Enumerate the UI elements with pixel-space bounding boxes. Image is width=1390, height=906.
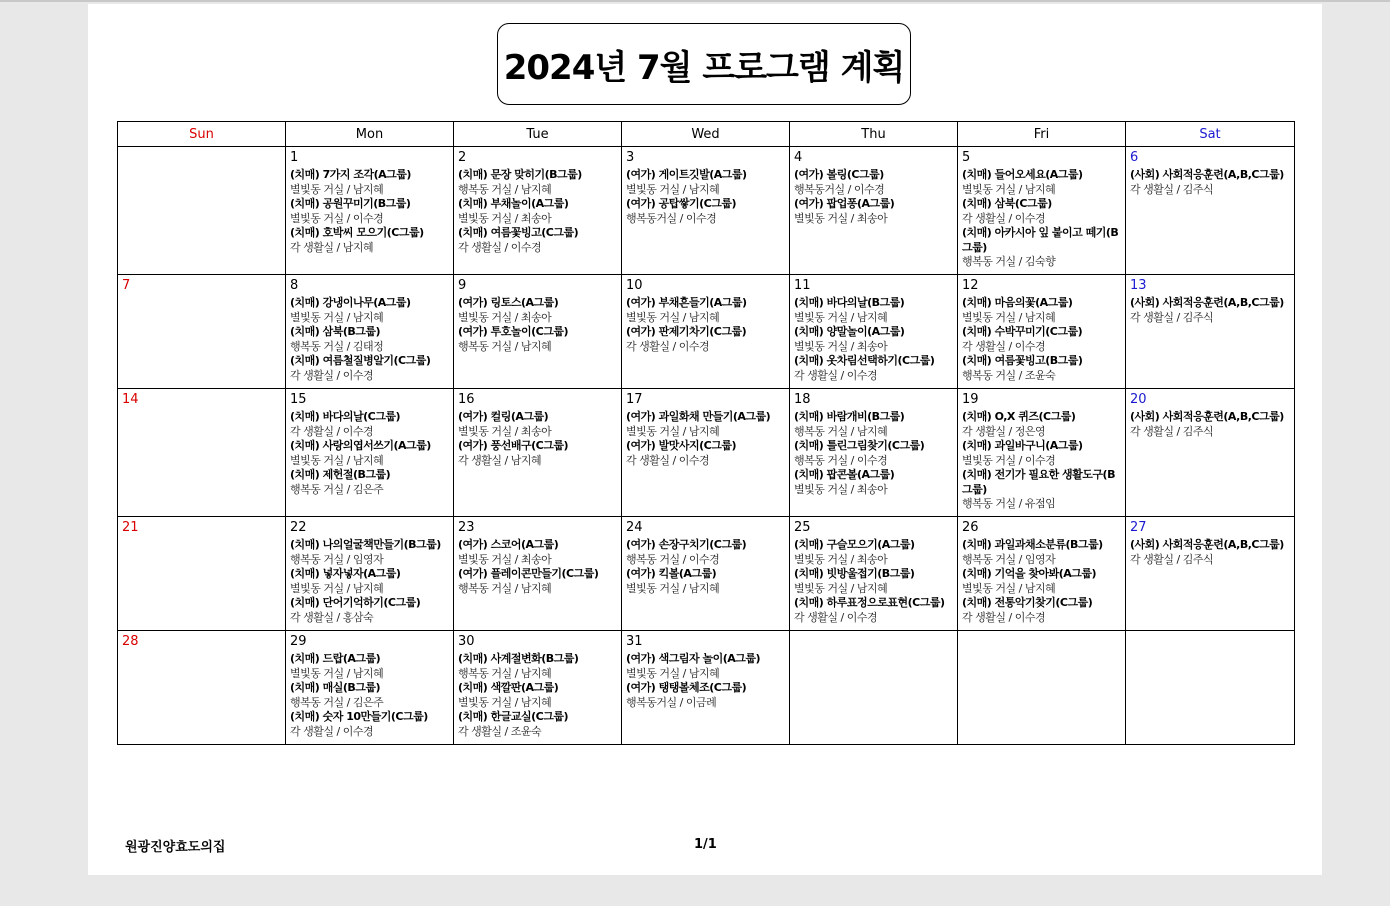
event-title: (치매) 공원꾸미기(B그룹) xyxy=(290,197,411,210)
event-title: (치매) 7가지 조각(A그룹) xyxy=(290,168,411,181)
event-title: (여가) 투호놀이(C그룹) xyxy=(458,325,569,338)
event-title: (치매) 전기가 필요한 생활도구(B그룹) xyxy=(962,468,1115,496)
week-row xyxy=(118,389,1295,517)
event-title: (치매) 수박꾸미기(C그룹) xyxy=(962,325,1083,338)
day-number: 31 xyxy=(626,634,643,649)
event-title: (여가) 킥볼(A그룹) xyxy=(626,567,717,580)
event-location-staff: 각 생활실 / 홍삼숙 xyxy=(290,610,374,624)
event-title: (여가) 게이트깃발(A그룹) xyxy=(626,168,747,181)
event-title: (여가) 컬링(A그룹) xyxy=(458,410,549,423)
event-location-staff: 행복동 거실 / 남지혜 xyxy=(458,581,552,595)
event-location-staff: 행복동 거실 / 남지혜 xyxy=(458,182,552,196)
event-location-staff: 별빛동 거실 / 남지혜 xyxy=(626,581,720,595)
event-location-staff: 행복동 거실 / 이수경 xyxy=(794,453,888,467)
event-title: (여가) 색그림자 놀이(A그룹) xyxy=(626,652,761,665)
day-cell xyxy=(958,517,1126,631)
day-number: 25 xyxy=(794,520,811,535)
event-title: (치매) 하루표정으로표현(C그룹) xyxy=(794,596,945,609)
event-location-staff: 별빛동 거실 / 최송아 xyxy=(794,339,888,353)
event-location-staff: 각 생활실 / 이수경 xyxy=(962,610,1046,624)
day-cell xyxy=(118,517,286,631)
event-title: (사회) 사회적응훈련(A,B,C그룹) xyxy=(1130,538,1284,551)
event-title: (사회) 사회적응훈련(A,B,C그룹) xyxy=(1130,296,1284,309)
event-location-staff: 별빛동 거실 / 최송아 xyxy=(794,552,888,566)
event-title: (치매) 색깔판(A그룹) xyxy=(458,681,559,694)
day-cell xyxy=(958,389,1126,517)
day-cell xyxy=(118,275,286,389)
event-location-staff: 별빛동 거실 / 최송아 xyxy=(458,424,552,438)
day-cell xyxy=(454,389,622,517)
day-number: 3 xyxy=(626,150,635,165)
weekday-header-row xyxy=(118,122,1295,147)
day-number: 5 xyxy=(962,150,971,165)
event-location-staff: 행복동 거실 / 유점임 xyxy=(962,497,1056,510)
day-cell xyxy=(1126,147,1295,275)
event-title: (여가) 발맛사지(C그룹) xyxy=(626,439,737,452)
day-number: 11 xyxy=(794,278,811,293)
event-location-staff: 각 생활실 / 김주식 xyxy=(1130,552,1214,566)
event-location-staff: 각 생활실 / 이수경 xyxy=(626,339,710,353)
event-title: (치매) 여름꽃빙고(B그룹) xyxy=(962,354,1083,367)
day-cell xyxy=(790,147,958,275)
event-location-staff: 별빛동 거실 / 남지혜 xyxy=(626,310,720,324)
event-location-staff: 별빛동 거실 / 최송아 xyxy=(794,482,888,496)
week-row xyxy=(118,147,1295,275)
event-title: (치매) 드랍(A그룹) xyxy=(290,652,381,665)
event-location-staff: 행복동 거실 / 남지혜 xyxy=(458,666,552,680)
day-cell xyxy=(958,631,1126,745)
event-title: (여가) 과일화채 만들기(A그룹) xyxy=(626,410,771,423)
event-location-staff: 행복동 거실 / 임영자 xyxy=(290,552,384,566)
organization-name: 원광진양효도의집 xyxy=(125,840,226,855)
event-location-staff: 행복동 거실 / 이수경 xyxy=(626,552,720,566)
event-title: (치매) 여름꽃빙고(C그룹) xyxy=(458,226,579,239)
event-location-staff: 각 생활실 / 이수경 xyxy=(626,453,710,467)
event-location-staff: 각 생활실 / 이수경 xyxy=(458,240,542,254)
event-location-staff: 각 생활실 / 조윤숙 xyxy=(458,724,542,738)
event-title: (치매) 사계절변화(B그룹) xyxy=(458,652,579,665)
event-title: (치매) 부채놀이(A그룹) xyxy=(458,197,569,210)
event-location-staff: 별빛동 거실 / 남지혜 xyxy=(794,581,888,595)
event-title: (치매) 기억을 찾아봐(A그룹) xyxy=(962,567,1097,580)
day-number: 10 xyxy=(626,278,643,293)
day-number: 21 xyxy=(122,520,139,535)
event-location-staff: 별빛동 거실 / 최송아 xyxy=(458,552,552,566)
event-title: (여가) 팝업퐁(A그룹) xyxy=(794,197,895,210)
event-title: (치매) 숫자 10만들기(C그룹) xyxy=(290,710,428,723)
event-title: (치매) 구슬모으기(A그룹) xyxy=(794,538,915,551)
day-number xyxy=(122,149,281,168)
event-location-staff: 각 생활실 / 남지혜 xyxy=(458,453,542,467)
event-location-staff: 별빛동 거실 / 남지혜 xyxy=(794,310,888,324)
event-location-staff: 행복동 거실 / 남지혜 xyxy=(794,424,888,438)
window-top-border xyxy=(0,0,1390,2)
event-title: (치매) 들어오세요(A그룹) xyxy=(962,168,1083,181)
event-location-staff: 행복동거실 / 이수경 xyxy=(794,182,885,196)
event-location-staff: 각 생활실 / 이수경 xyxy=(290,368,374,382)
weekday-header-mon: Mon xyxy=(286,122,454,147)
event-title: (치매) 여름철질병알기(C그룹) xyxy=(290,354,431,367)
day-cell xyxy=(286,517,454,631)
event-title: (치매) 호박씨 모으기(C그룹) xyxy=(290,226,424,239)
event-title: (치매) 넣자넣자(A그룹) xyxy=(290,567,401,580)
weekday-header-wed: Wed xyxy=(622,122,790,147)
event-location-staff: 별빛동 거실 / 남지혜 xyxy=(290,581,384,595)
event-title: (치매) 바다의날(B그룹) xyxy=(794,296,905,309)
event-title: (치매) 단어기억하기(C그룹) xyxy=(290,596,421,609)
day-number: 29 xyxy=(290,634,307,649)
event-location-staff: 행복동거실 / 이금례 xyxy=(626,695,717,709)
event-location-staff: 행복동 거실 / 남지혜 xyxy=(458,339,552,353)
day-cell xyxy=(622,517,790,631)
event-location-staff: 별빛동 거실 / 남지혜 xyxy=(290,182,384,196)
event-location-staff: 별빛동 거실 / 최송아 xyxy=(794,211,888,225)
day-cell xyxy=(286,631,454,745)
event-title: (여가) 볼링(C그룹) xyxy=(794,168,884,181)
event-title: (치매) 전통악기찾기(C그룹) xyxy=(962,596,1093,609)
event-title: (치매) 나의얼굴책만들기(B그룹) xyxy=(290,538,441,551)
event-title: (치매) 사랑의엽서쓰기(A그룹) xyxy=(290,439,431,452)
event-title: (치매) 문장 맞히기(B그룹) xyxy=(458,168,582,181)
event-location-staff: 별빛동 거실 / 최송아 xyxy=(458,211,552,225)
event-title: (치매) 제헌절(B그룹) xyxy=(290,468,391,481)
day-cell xyxy=(454,631,622,745)
event-title: (치매) 아카시아 잎 붙이고 떼기(B그룹) xyxy=(962,226,1119,254)
day-number: 13 xyxy=(1130,278,1147,293)
event-location-staff: 행복동 거실 / 김숙향 xyxy=(962,255,1056,268)
day-cell xyxy=(622,275,790,389)
event-location-staff: 각 생활실 / 이수경 xyxy=(962,339,1046,353)
day-cell xyxy=(622,631,790,745)
day-number xyxy=(962,633,1121,652)
page-indicator: 1/1 xyxy=(694,837,717,852)
document-page xyxy=(88,4,1322,875)
event-location-staff: 행복동거실 / 이수경 xyxy=(626,211,717,225)
event-location-staff: 각 생활실 / 김주식 xyxy=(1130,182,1214,196)
day-number: 1 xyxy=(290,150,299,165)
day-cell xyxy=(622,147,790,275)
day-number: 7 xyxy=(122,278,131,293)
event-title: (여가) 판제기차기(C그룹) xyxy=(626,325,747,338)
weekday-header-fri: Fri xyxy=(958,122,1126,147)
event-location-staff: 각 생활실 / 이수경 xyxy=(794,368,878,382)
event-title: (치매) 매실(B그룹) xyxy=(290,681,381,694)
day-cell xyxy=(286,147,454,275)
event-title: (치매) 한글교실(C그룹) xyxy=(458,710,569,723)
day-number: 2 xyxy=(458,150,467,165)
event-location-staff: 별빛동 거실 / 남지혜 xyxy=(626,424,720,438)
day-number: 27 xyxy=(1130,520,1147,535)
day-number: 17 xyxy=(626,392,643,407)
day-cell xyxy=(790,517,958,631)
event-location-staff: 별빛동 거실 / 이수경 xyxy=(290,211,384,225)
day-number: 22 xyxy=(290,520,307,535)
day-number: 16 xyxy=(458,392,475,407)
event-location-staff: 행복동 거실 / 김태정 xyxy=(290,339,384,353)
day-number: 28 xyxy=(122,634,139,649)
day-cell xyxy=(454,275,622,389)
event-location-staff: 별빛동 거실 / 남지혜 xyxy=(962,182,1056,196)
event-title: (치매) 양말놀이(A그룹) xyxy=(794,325,905,338)
event-location-staff: 행복동 거실 / 임영자 xyxy=(962,552,1056,566)
event-title: (여가) 부채흔들기(A그룹) xyxy=(626,296,747,309)
event-location-staff: 별빛동 거실 / 남지혜 xyxy=(626,182,720,196)
event-location-staff: 각 생활실 / 이수경 xyxy=(962,211,1046,225)
weekday-header-sun: Sun xyxy=(118,122,286,147)
day-cell xyxy=(790,389,958,517)
event-title: (여가) 탱탱볼체조(C그룹) xyxy=(626,681,747,694)
event-location-staff: 각 생활실 / 김주식 xyxy=(1130,424,1214,438)
event-location-staff: 각 생활실 / 정은영 xyxy=(962,424,1046,438)
day-cell xyxy=(454,147,622,275)
day-cell xyxy=(958,275,1126,389)
event-title: (치매) 과일과채소분류(B그룹) xyxy=(962,538,1103,551)
event-location-staff: 행복동 거실 / 김은주 xyxy=(290,482,384,496)
day-cell xyxy=(790,275,958,389)
day-number: 26 xyxy=(962,520,979,535)
day-number: 9 xyxy=(458,278,467,293)
page-title: 2024년 7월 프로그램 계획 xyxy=(497,23,911,105)
day-number: 4 xyxy=(794,150,803,165)
event-location-staff: 별빛동 거실 / 남지혜 xyxy=(962,310,1056,324)
event-title: (여가) 플레이콘만들기(C그룹) xyxy=(458,567,599,580)
day-cell xyxy=(286,275,454,389)
event-title: (치매) 바다의날(C그룹) xyxy=(290,410,401,423)
event-title: (치매) 옷차림선택하기(C그룹) xyxy=(794,354,935,367)
day-cell xyxy=(118,631,286,745)
day-cell xyxy=(118,389,286,517)
event-title: (치매) 마음의꽃(A그룹) xyxy=(962,296,1073,309)
event-title: (치매) 팝콘볼(A그룹) xyxy=(794,468,895,481)
event-title: (여가) 손장구치기(C그룹) xyxy=(626,538,747,551)
day-cell xyxy=(454,517,622,631)
weekday-header-thu: Thu xyxy=(790,122,958,147)
event-location-staff: 별빛동 거실 / 남지혜 xyxy=(290,453,384,467)
event-title: (치매) O,X 퀴즈(C그룹) xyxy=(962,410,1076,423)
event-location-staff: 행복동 거실 / 김은주 xyxy=(290,695,384,709)
event-location-staff: 행복동 거실 / 조윤숙 xyxy=(962,368,1056,382)
day-number: 14 xyxy=(122,392,139,407)
calendar-table xyxy=(117,121,1295,745)
event-title: (치매) 틀린그림찾기(C그룹) xyxy=(794,439,925,452)
day-number xyxy=(1130,633,1290,652)
calendar-body xyxy=(118,147,1295,745)
event-title: (사회) 사회적응훈련(A,B,C그룹) xyxy=(1130,410,1284,423)
day-number: 8 xyxy=(290,278,299,293)
event-title: (치매) 강냉이나무(A그룹) xyxy=(290,296,411,309)
week-row xyxy=(118,517,1295,631)
event-title: (치매) 빗방울접기(B그룹) xyxy=(794,567,915,580)
event-title: (치매) 삼북(B그룹) xyxy=(290,325,381,338)
day-number: 6 xyxy=(1130,150,1139,165)
day-number: 30 xyxy=(458,634,475,649)
day-cell xyxy=(118,147,286,275)
day-number: 24 xyxy=(626,520,643,535)
event-location-staff: 별빛동 거실 / 남지혜 xyxy=(458,695,552,709)
day-number: 20 xyxy=(1130,392,1147,407)
event-location-staff: 별빛동 거실 / 남지혜 xyxy=(626,666,720,680)
day-cell xyxy=(958,147,1126,275)
day-number: 12 xyxy=(962,278,979,293)
day-number xyxy=(794,633,953,652)
event-title: (여가) 풍선배구(C그룹) xyxy=(458,439,569,452)
week-row xyxy=(118,275,1295,389)
weekday-header-sat: Sat xyxy=(1126,122,1295,147)
event-location-staff: 각 생활실 / 남지혜 xyxy=(290,240,374,254)
day-cell xyxy=(286,389,454,517)
event-location-staff: 별빛동 거실 / 남지혜 xyxy=(290,310,384,324)
week-row xyxy=(118,631,1295,745)
day-number: 19 xyxy=(962,392,979,407)
day-number: 15 xyxy=(290,392,307,407)
event-location-staff: 별빛동 거실 / 최송아 xyxy=(458,310,552,324)
event-location-staff: 별빛동 거실 / 남지혜 xyxy=(962,581,1056,595)
event-title: (치매) 바람개비(B그룹) xyxy=(794,410,905,423)
event-location-staff: 별빛동 거실 / 이수경 xyxy=(962,453,1056,467)
event-location-staff: 별빛동 거실 / 남지혜 xyxy=(290,666,384,680)
day-cell xyxy=(1126,389,1295,517)
day-cell xyxy=(622,389,790,517)
event-location-staff: 각 생활실 / 김주식 xyxy=(1130,310,1214,324)
day-cell xyxy=(790,631,958,745)
event-location-staff: 각 생활실 / 이수경 xyxy=(290,424,374,438)
event-location-staff: 각 생활실 / 이수경 xyxy=(290,724,374,738)
event-title: (치매) 과일바구니(A그룹) xyxy=(962,439,1083,452)
day-cell xyxy=(1126,517,1295,631)
event-location-staff: 각 생활실 / 이수경 xyxy=(794,610,878,624)
event-title: (여가) 스코어(A그룹) xyxy=(458,538,559,551)
day-cell xyxy=(1126,275,1295,389)
weekday-header-tue: Tue xyxy=(454,122,622,147)
event-title: (사회) 사회적응훈련(A,B,C그룹) xyxy=(1130,168,1284,181)
event-title: (여가) 공탑쌓기(C그룹) xyxy=(626,197,737,210)
day-cell xyxy=(1126,631,1295,745)
event-title: (여가) 링토스(A그룹) xyxy=(458,296,559,309)
event-title: (치매) 삼북(C그룹) xyxy=(962,197,1052,210)
day-number: 18 xyxy=(794,392,811,407)
day-number: 23 xyxy=(458,520,475,535)
